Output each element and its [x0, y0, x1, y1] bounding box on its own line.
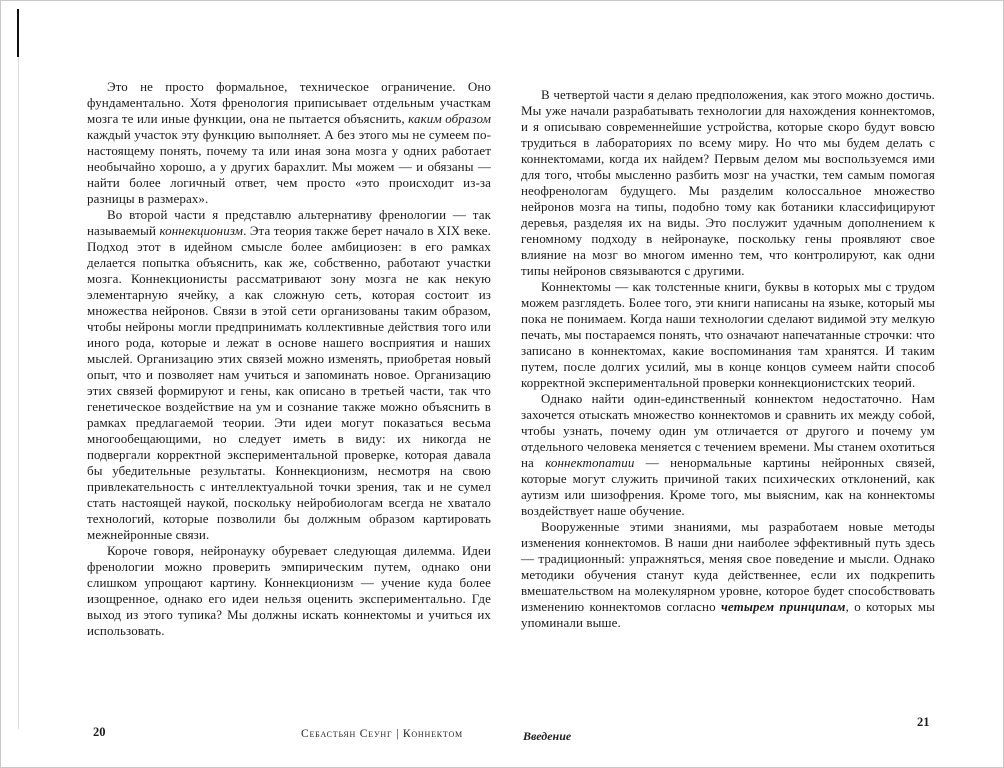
paragraph: [87, 543, 491, 639]
body-text: — ненормальные картины нейронных связей, которые могут служить причиной таких психических отклонений, как аутизм или шизофрения. Кроме того, мы выясним, как на коннектомы воздействует наше обучение.: [521, 455, 935, 518]
paragraph: [521, 391, 935, 519]
left-page-text: [87, 79, 491, 639]
page-number-left: 20: [93, 725, 106, 739]
body-text: В четвертой части я делаю предположения, как этого можно достичь. Мы уже начали разрабатывать технологии для нахождения коннектомов, и я описываю современнейшие устройства, которые скоро будут вовсю трудиться в лабораториях по всему миру. Но что мы будем делать с коннектомами, когда их найдем? Первым делом мы воспользуемся ими для того, чтобы мысленно разбить мозг на участки, тем самым помогая неофренологам будущего. Мы разделим колоссальное множество нейронов мозга на типы, подобно тому как ботаники классифицируют деревья, разделяя их на виды. Это послужит удачным дополнением к геномному подходу в нейронауке, поскольку гены проявляют свое влияние на мозг во многом именно тем, что контролируют, как одни типы нейронов связываются с другими.: [521, 87, 935, 278]
emphasized-text: коннекционизм: [159, 223, 244, 238]
page-number-right: 21: [917, 715, 930, 729]
body-text: каждый участок эту функцию выполняет. А без этого мы не сумеем по-настоящему понять, почему та или иная зона мозга у одних работает необычайно хорошо, а у других барахлит. Мы можем — и обязаны — найти более логичный ответ, чем просто «это происходит из-за разницы в размерах».: [87, 127, 491, 206]
paragraph: [87, 79, 491, 207]
running-title-right: Введение: [523, 729, 572, 743]
body-text: Это не просто формальное, техническое ограничение. Оно фундаментально. Хотя френология приписывает отдельным участкам мозга те или иные функции, она не пытается объяснить,: [87, 79, 491, 126]
scan-edge-mark: [17, 9, 19, 57]
running-title-left: Себастьян Сеунг | Коннектом: [301, 728, 463, 740]
body-text: Вооруженные этими знаниями, мы разработаем новые методы изменения коннектомов. В наши дни наиболее эффективный путь здесь — традиционный: упражняться, меняя свое поведение и мысли. Однако методики обучения станут куда действеннее, если их подкрепить вмешательством на молекулярном уровне, которое будет способствовать изменению коннектомов согласно: [521, 519, 935, 614]
right-page-text: [521, 87, 935, 631]
body-text: , о которых мы упоминали выше.: [521, 599, 935, 630]
emphasized-text: четырем принципам: [720, 599, 846, 614]
emphasized-text: коннектопатии: [545, 455, 635, 470]
emphasized-text: каким образом: [408, 111, 491, 126]
paragraph: [521, 279, 935, 391]
body-text: Во второй части я представлю альтернативу френологии — так называемый: [87, 207, 491, 238]
paragraph: [521, 519, 935, 631]
scan-edge-line: [18, 57, 19, 729]
paragraph: [87, 207, 491, 543]
paragraph: [521, 87, 935, 279]
body-text: Однако найти один-единственный коннектом недостаточно. Нам захочется отыскать множество коннектомов и сравнить их между собой, чтобы узнать, почему один ум отличается от другого и почему ум отдельного человека меняется с течением времени. Мы станем охотиться на: [521, 391, 935, 470]
body-text: . Эта теория также берет начало в XIX веке. Подход этот в идейном смысле более амбициозен: в его рамках делается попытка объяснить, как же, собственно, работают участки мозга. Коннекционисты рассматривают зону мозга не как некую элементарную ячейку, а как сложную сеть, которая состоит из множества нейронов. Связи в этой сети организованы таким образом, чтобы нейроны могли предпринимать коллективные действия того или иного рода, которые и лежат в основе нашего восприятия и наших мыслей. Организацию этих связей можно изменять, приобретая новый опыт, что и позволяет нам учиться и запоминать новое. Организацию этих связей формируют и гены, как описано в третьей части, так что генетическое воздействие на ум и сознание также можно объяснить в рамках предлагаемой теории. Эти идеи могут показаться весьма многообещающими, но следует иметь в виду: их никогда не подвергали корректной экспериментальной проверке, которая давала бы убедительные результаты. Коннекционизм, несмотря на свою привлекательность с интеллектуальной точки зрения, так и не сумел стать настоящей наукой, поскольку нейробиологам всегда не хватало технологий, которые позволили бы должным образом картировать межнейронные связи.: [87, 223, 491, 542]
body-text: Короче говоря, нейронауку обуревает следующая дилемма. Идеи френологии можно проверить эмпирическим путем, однако они слишком упрощают картину. Коннекционизм — учение куда более изощренное, однако его идеи нельзя оценить экспериментально. Где выход из этого тупика? Мы должны искать коннектомы и учиться их использовать.: [87, 543, 491, 638]
body-text: Коннектомы — как толстенные книги, буквы в которых мы с трудом можем разглядеть. Более того, эти книги написаны на языке, который мы пока не понимаем. Когда наши технологии сделают видимой эту мелкую печать, мы постараемся понять, что означают напечатанные строчки: что записано в коннектомах, какие воспоминания там хранятся. И таким путем, после долгих усилий, мы в конце концов сумеем найти способ корректной экспериментальной проверки коннекционистских теорий.: [521, 279, 935, 390]
